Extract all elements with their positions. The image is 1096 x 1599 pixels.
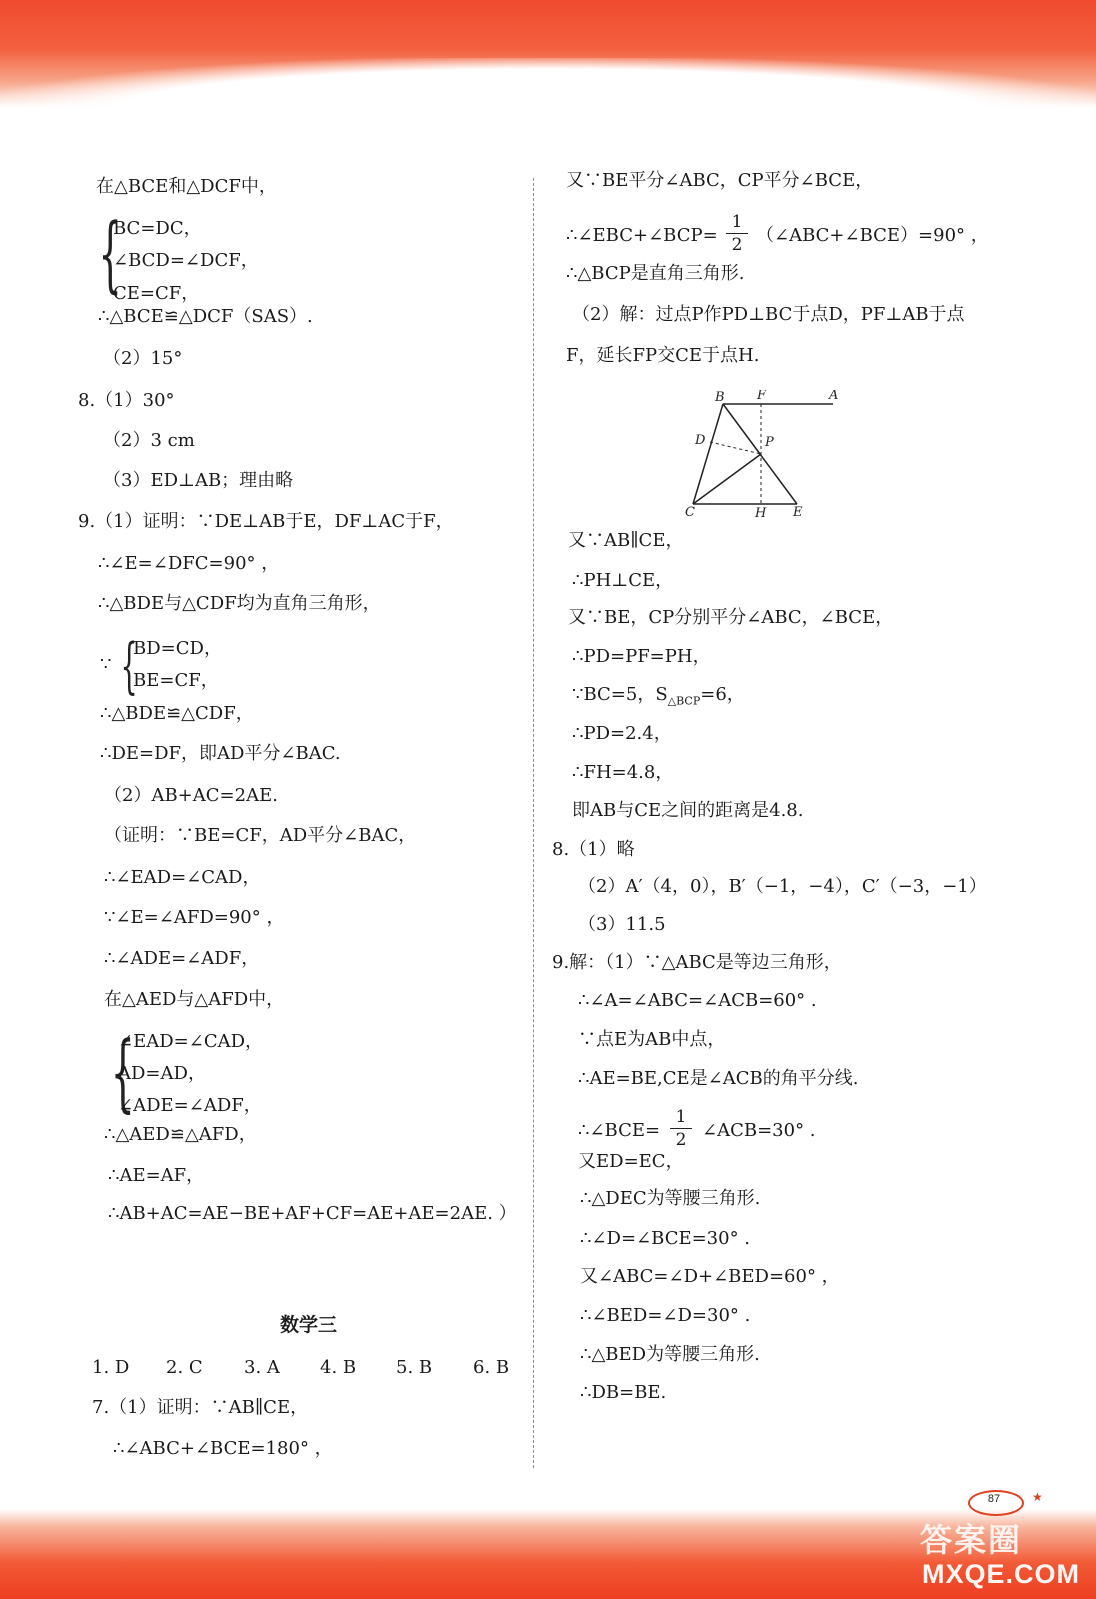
watermark: [920, 1515, 1090, 1595]
section-title: 数学三: [280, 1314, 338, 1336]
text-line: 在△BCE和△DCF中，: [96, 176, 277, 197]
text-line: F，延长FP交CE于点H.: [566, 345, 760, 366]
text-line: 即AB与CE之间的距离是4.8.: [572, 800, 804, 821]
text-line: 8.（1）略: [552, 839, 635, 860]
subscript: △BCP: [667, 694, 701, 708]
text-line: ∴AB+AC=AE−BE+AF+CF=AE+AE=2AE. ）: [108, 1203, 517, 1224]
text-line: 9.（1）证明：∵DE⊥AB于E，DF⊥AC于F，: [78, 511, 454, 532]
label-D: D: [695, 433, 706, 448]
fraction-one-half: [670, 1106, 692, 1151]
fraction-denominator: 2: [731, 235, 743, 255]
text-line: ∴∠A=∠ABC=∠ACB=60° .: [578, 990, 817, 1011]
label-H: H: [755, 506, 767, 520]
text-line: （2）解：过点P作PD⊥BC于点D，PF⊥AB于点: [572, 304, 965, 325]
text-line: ∴DE=DF，即AD平分∠BAC.: [100, 743, 341, 764]
star-icon: ★: [1032, 1490, 1043, 1504]
text-line: （2）15°: [103, 348, 183, 369]
answer-item: 1. D: [92, 1357, 130, 1378]
text-line: ∵: [100, 654, 112, 675]
text-line: ∴DB=BE.: [580, 1382, 667, 1403]
text-line: ∴PH⊥CE，: [572, 570, 674, 591]
text-line: ∠ACB=30° .: [702, 1120, 816, 1141]
fraction-numerator: 1: [726, 211, 748, 234]
text-line: ∴PD=PF=PH，: [572, 646, 711, 667]
brace: {: [98, 207, 122, 302]
text-line: ∴∠BED=∠D=30° .: [580, 1305, 751, 1326]
text-line: ∴∠E=∠DFC=90° ，: [98, 553, 280, 574]
text-line: ∴∠EBC+∠BCP=: [566, 225, 718, 246]
fraction-one-half: [726, 211, 748, 256]
text-line: ∵点E为AB中点，: [578, 1029, 726, 1050]
label-B: B: [715, 390, 725, 405]
text-line: ∴AE=BE,CE是∠ACB的角平分线.: [578, 1068, 859, 1089]
text-line: ∴∠ADE=∠ADF，: [104, 948, 260, 969]
text-line: ∴△BDE≌△CDF，: [100, 703, 254, 724]
text-line: 在△AED与△AFD中，: [104, 989, 285, 1010]
text-line: 8.（1）30°: [78, 390, 175, 411]
page-number: 87: [987, 1493, 1001, 1505]
watermark-url: MXQE.COM: [922, 1559, 1081, 1589]
top-decorative-band: [0, 0, 1096, 108]
text-line: ∠BCD=∠DCF，: [113, 250, 259, 271]
text-line: BE=CF，: [133, 670, 219, 691]
text-line: AD=AD，: [118, 1063, 206, 1084]
text-line: ∴∠BCE=: [578, 1120, 661, 1141]
text-fragment: ∵BC=5，S: [572, 684, 668, 705]
text-line: BC=DC，: [113, 218, 202, 239]
text-line: 又∵BE平分∠ABC，CP平分∠BCE，: [566, 170, 874, 191]
text-line: 9.解：（1）∵△ABC是等边三角形，: [552, 952, 842, 973]
brace: {: [110, 1023, 135, 1121]
text-line: ∠EAD=∠CAD，: [118, 1031, 264, 1052]
label-F: F: [757, 390, 767, 403]
text-line: ∴△BCE≌△DCF（SAS）.: [98, 306, 313, 327]
text-line: ∴△BDE与△CDF均为直角三角形，: [98, 593, 381, 614]
label-A: A: [829, 390, 839, 403]
line-BC: [693, 404, 723, 504]
text-line: 又∵AB∥CE，: [568, 530, 684, 551]
text-line: ∴FH=4.8，: [572, 762, 674, 783]
text-line: （2）A′（4，0），B′（−1，−4），C′（−3，−1）: [578, 876, 987, 897]
text-line: （2）AB+AC=2AE.: [104, 785, 278, 806]
label-C: C: [685, 505, 695, 520]
text-line: ∴△DEC为等腰三角形.: [580, 1188, 761, 1209]
answer-item: 6. B: [473, 1357, 510, 1378]
page-number-badge: [968, 1490, 1024, 1514]
fraction-numerator: 1: [670, 1106, 692, 1129]
text-line: ∴∠ABC+∠BCE=180° ，: [113, 1438, 333, 1459]
text-line: （2）3 cm: [103, 430, 195, 451]
answer-item: 3. A: [244, 1357, 280, 1378]
text-line: ∴PD=2.4，: [572, 723, 672, 744]
text-line: 又∵BE，CP分别平分∠ABC，∠BCE，: [568, 607, 894, 628]
text-line: ∴△BED为等腰三角形.: [580, 1344, 760, 1365]
text-line: ∴AE=AF，: [108, 1165, 205, 1186]
text-line: [572, 684, 745, 713]
text-fragment: =6，: [700, 684, 745, 705]
geometry-figure: [685, 390, 845, 520]
text-line: 又∠ABC=∠D+∠BED=60° ，: [580, 1266, 840, 1287]
text-line: （∠ABC+∠BCE）=90° ，: [756, 225, 989, 246]
text-line: ∴∠EAD=∠CAD，: [104, 867, 261, 888]
text-line: ∵∠E=∠AFD=90° ，: [104, 907, 285, 928]
text-line: CE=CF，: [113, 283, 200, 304]
fraction-denominator: 2: [675, 1130, 687, 1150]
text-line: ∴△AED≌△AFD，: [104, 1124, 257, 1145]
text-line: （证明：∵BE=CF，AD平分∠BAC，: [104, 825, 417, 846]
text-line: （3）11.5: [578, 914, 666, 935]
answer-item: 4. B: [320, 1357, 357, 1378]
text-line: 又ED=EC，: [578, 1151, 684, 1172]
label-E: E: [793, 505, 803, 520]
label-P: P: [765, 435, 774, 450]
line-CP: [693, 454, 761, 504]
text-line: BD=CD，: [133, 638, 222, 659]
text-line: （3）ED⊥AB；理由略: [103, 470, 294, 491]
answer-item: 5. B: [396, 1357, 433, 1378]
answer-item: 2. C: [166, 1357, 203, 1378]
text-line: ∴∠D=∠BCE=30° .: [580, 1228, 751, 1249]
watermark-logo: 答案圈: [920, 1522, 1023, 1558]
text-line: ∠ADE=∠ADF，: [118, 1095, 262, 1116]
text-line: 7.（1）证明：∵AB∥CE，: [92, 1397, 309, 1418]
column-divider: [533, 178, 534, 1468]
text-line: ∴△BCP是直角三角形.: [566, 263, 745, 284]
brace: {: [120, 631, 138, 701]
